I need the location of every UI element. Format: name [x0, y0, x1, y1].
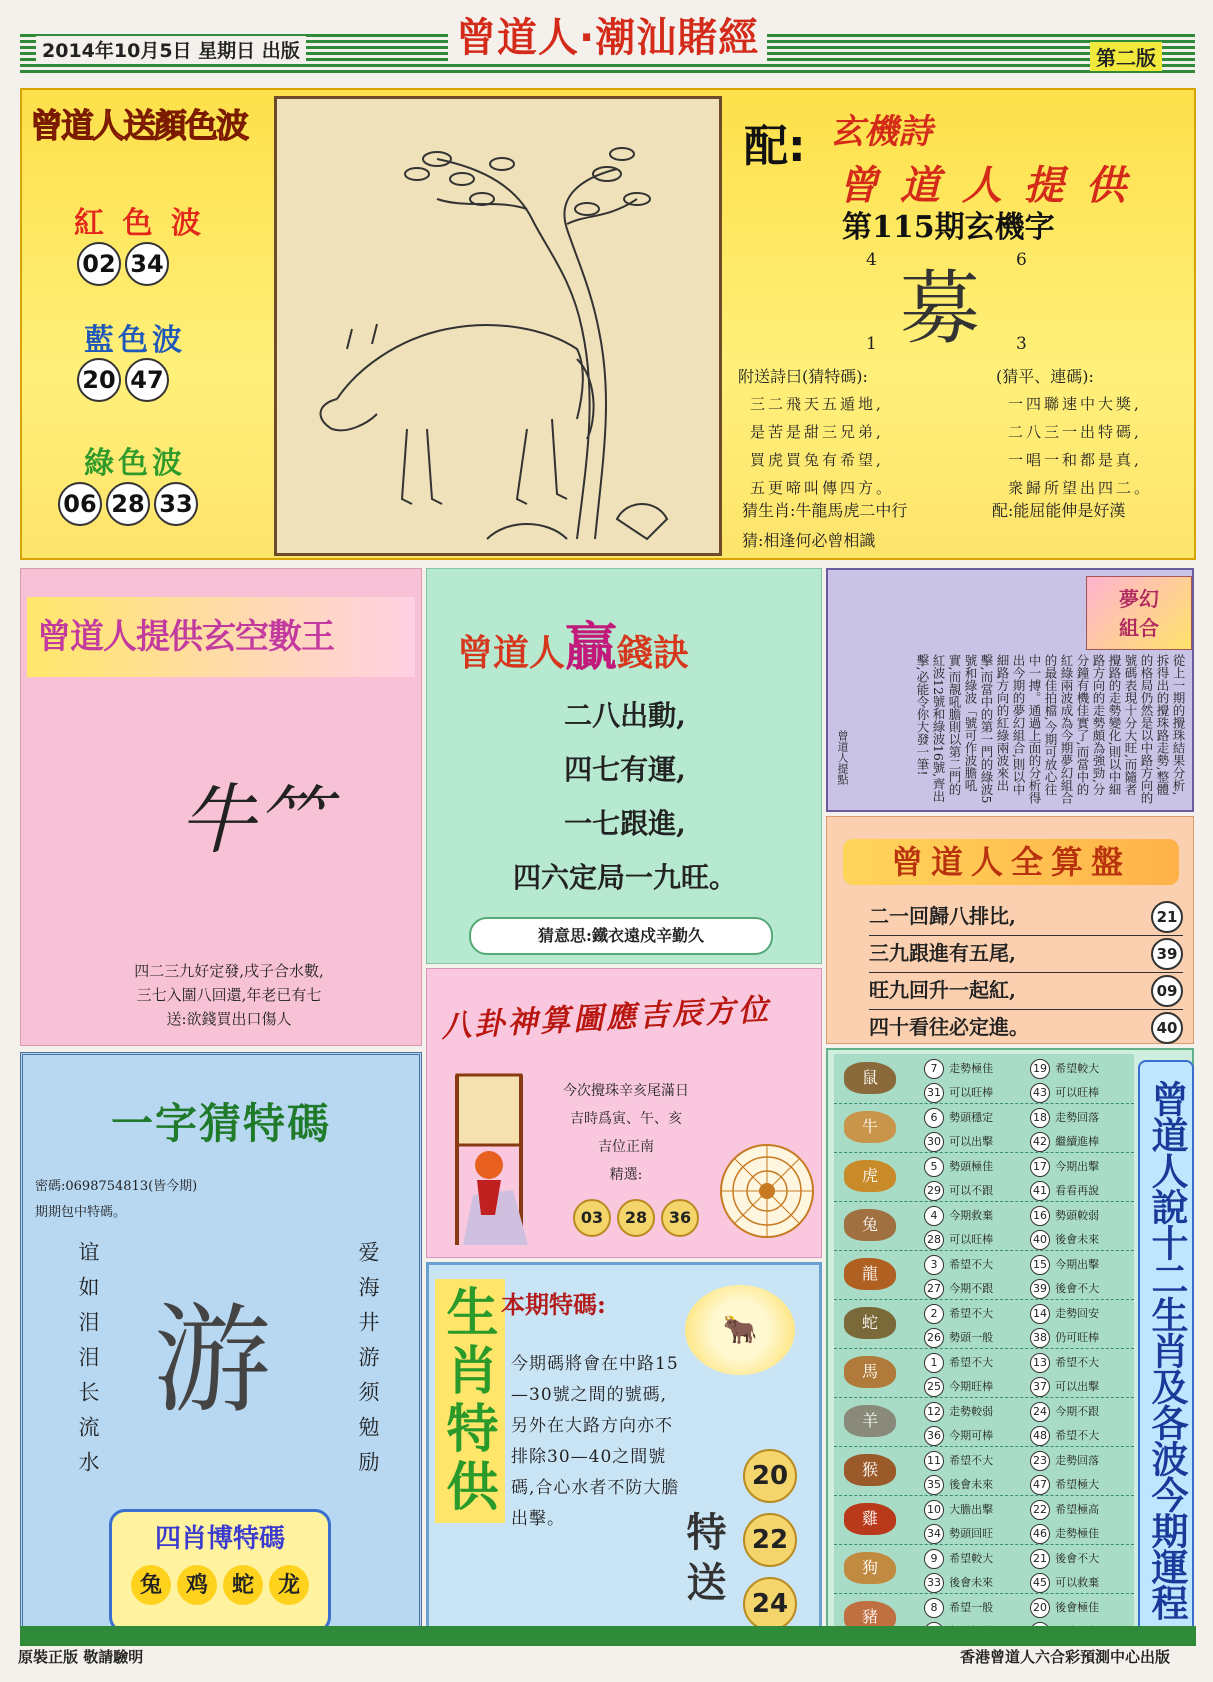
dream-signature: 曾道人提點: [836, 730, 849, 785]
zodiac-numbers-b: [1030, 1105, 1099, 1153]
zodiac-row: [834, 1299, 1134, 1349]
calc-row: [869, 936, 1183, 973]
poem-line: 一四聯速中大獎,: [1008, 395, 1142, 413]
win-money-title-b: 贏: [565, 618, 618, 678]
zodiac-num: 48: [1030, 1426, 1050, 1446]
zodiac-text: 後會不大: [1055, 1552, 1100, 1565]
zodiac-text: 走勢極佳: [1055, 1527, 1100, 1540]
bagua-number: 36: [661, 1199, 699, 1237]
zodiac-pick: 兔: [131, 1565, 171, 1605]
bagua-lines: [541, 1077, 711, 1189]
guess-line: 猜:相逢何必曾相識: [742, 531, 876, 550]
calc-row: [869, 973, 1183, 1010]
zodiac-text: 希望極高: [1055, 1503, 1100, 1516]
zodiac-num: 12: [924, 1402, 944, 1422]
zodiac-pick: 鸡: [177, 1565, 217, 1605]
one-char-panel: [20, 1052, 422, 1644]
zodiac-numbers-b: [1030, 1399, 1099, 1447]
zodiac-num: 23: [1030, 1451, 1050, 1471]
zodiac-numbers-a: [924, 1203, 993, 1251]
poem-right-label: (猜平、連碼):: [996, 367, 1094, 386]
zodiac-text: 後會未來: [1055, 1233, 1100, 1246]
zodiac-row: [834, 1544, 1134, 1594]
footer-left: 原裝正版 敬請驗明: [18, 1648, 144, 1666]
zodiac-animal-icon: 猴: [844, 1454, 896, 1486]
dream-badge: [1086, 576, 1192, 650]
win-money-lines: [427, 689, 823, 905]
zodiac-text: 今期可棒: [949, 1429, 994, 1442]
zodiac-num: 29: [924, 1181, 944, 1201]
mystery-character: 募: [900, 262, 980, 355]
zodiac-text: 希望極大: [1055, 1478, 1100, 1491]
zodiac-num: 26: [924, 1328, 944, 1348]
bagua-numbers: [573, 1199, 699, 1237]
zodiac-text: 希望不大: [1055, 1429, 1100, 1442]
zodiac-numbers-b: [1030, 1203, 1099, 1251]
zodiac-text: 可以不跟: [949, 1184, 994, 1197]
zodiac-num: 10: [924, 1500, 944, 1520]
zodiac-text: 希望一般: [949, 1601, 994, 1614]
king-line: 送:欲錢買出口傷人: [166, 1010, 292, 1028]
four-zodiac-list: [112, 1565, 328, 1605]
zodiac-text: 可以旺棒: [1055, 1086, 1100, 1099]
poem-line: 是苦是甜三兄弟,: [750, 423, 884, 441]
zodiac-animal-icon: 馬: [844, 1356, 896, 1388]
one-char-character: 游: [153, 1291, 272, 1429]
win-money-title: [457, 605, 689, 680]
calc-rows: [869, 899, 1183, 1046]
blue-number: 47: [125, 358, 169, 402]
zodiac-numbers-b: [1030, 1056, 1099, 1104]
num-top-right: 6: [1016, 250, 1027, 270]
zodiac-text: 走勢回落: [1055, 1454, 1100, 1467]
zodiac-num: 1: [924, 1353, 944, 1373]
zodiac-text: 勢頭極佳: [949, 1160, 994, 1173]
zodiac-num: 40: [1030, 1230, 1050, 1250]
dream-combo-text: 從上一期的攪珠結果分析,拆得出的攪珠路走勢,整體的格局仍然是以中路方向的號碼表現十分大旺,而隨者攪路的走勢變化,則以中細路方向的走勢頗為強勁,分分鐘有機佳實了,而當中的紅綠兩波成為今期夢幻組合的最佳拍檔,今期可放心往中一搏。通過上面的分析得出今期的夢幻組合,則以中細路方向的紅綠兩波來出擊,而當中的第一門的綠波5號和綠波「號可作波膽吼實,而靚吼膽則以第二門的紅波12號和綠波16號,齊出擊,必能令你大發一筆!: [915, 654, 1186, 804]
special-paragraph: 今期碼將會在中路15—30號之間的號碼,另外在大路方向亦不排除30—40之間號碼,合心水者不防大膽出擊。: [511, 1354, 680, 1529]
zodiac-num: 31: [924, 1083, 944, 1103]
zodiac-num: 35: [924, 1475, 944, 1495]
red-wave-label: 紅 色 波: [74, 206, 205, 241]
zodiac-num: 24: [1030, 1402, 1050, 1422]
zodiac-numbers-a: [924, 1154, 993, 1202]
zodiac-text: 看看再說: [1055, 1184, 1100, 1197]
zodiac-text: 大膽出擊: [949, 1503, 994, 1516]
zodiac-side-title: 曾道人說十二生肖及各波今期運程: [1138, 1060, 1194, 1640]
zodiac-numbers-a: [924, 1056, 993, 1104]
mystery-poem-panel: [730, 96, 1194, 556]
calc-row-num: 09: [1151, 975, 1183, 1007]
poem-right-lines: [1008, 390, 1152, 502]
zodiac-num: 37: [1030, 1377, 1050, 1397]
zodiac-num: 41: [1030, 1181, 1050, 1201]
bagua-line: 精選:: [609, 1167, 643, 1183]
zodiac-num: 8: [924, 1598, 944, 1618]
zodiac-numbers-b: [1030, 1350, 1099, 1398]
zodiac-num: 47: [1030, 1475, 1050, 1495]
special-number: 20: [743, 1449, 797, 1503]
zodiac-text: 可以旺棒: [949, 1086, 994, 1099]
calc-row: [869, 1010, 1183, 1046]
zodiac-text: 今期旺棒: [949, 1380, 994, 1393]
zodiac-text: 後會不大: [1055, 1282, 1100, 1295]
poem-line: 一唱一和都是真,: [1008, 451, 1142, 469]
special-side-title: 生肖特供: [435, 1279, 505, 1523]
zodiac-numbers-a: [924, 1546, 993, 1594]
zodiac-num: 19: [1030, 1059, 1050, 1079]
zodiac-num: 18: [1030, 1108, 1050, 1128]
win-line: 四六定局一九旺。: [512, 861, 737, 894]
bagua-compass-icon: [717, 1141, 817, 1241]
red-number: 34: [125, 242, 169, 286]
zodiac-animal-icon: 雞: [844, 1503, 896, 1535]
bagua-number: 03: [573, 1199, 611, 1237]
zodiac-rows: [834, 1054, 1134, 1642]
zodiac-num: 33: [924, 1573, 944, 1593]
green-number: 28: [106, 482, 150, 526]
zodiac-numbers-a: [924, 1497, 993, 1545]
zodiac-text: 可以救棄: [1055, 1576, 1100, 1589]
special-heading: 本期特碼:: [501, 1290, 606, 1319]
calc-row-text: 二一回歸八排比,: [869, 904, 1016, 928]
green-wave-numbers: [58, 482, 202, 526]
red-number: 02: [77, 242, 121, 286]
ox-under-tree-illustration: [277, 99, 719, 553]
pei-label: 配:: [744, 121, 806, 172]
red-wave-numbers: [77, 242, 173, 286]
footer-bar: [20, 1626, 1196, 1646]
zodiac-row: [834, 1103, 1134, 1153]
calc-title: 曾道人全算盤: [843, 839, 1179, 885]
zodiac-fortune-panel: [826, 1048, 1194, 1644]
zodiac-num: 13: [1030, 1353, 1050, 1373]
zodiac-num: 21: [1030, 1549, 1050, 1569]
ox-illustration-frame: [274, 96, 722, 556]
zodiac-row: [834, 1397, 1134, 1447]
zodiac-num: 39: [1030, 1279, 1050, 1299]
zodiac-num: 25: [924, 1377, 944, 1397]
zodiac-text: 仍可旺棒: [1055, 1331, 1100, 1344]
zodiac-text: 希望不大: [949, 1307, 994, 1320]
color-wave-panel: [22, 90, 272, 558]
bagua-line: 今次攪珠辛亥尾滿日: [563, 1083, 689, 1099]
zodiac-animal-icon: 龍: [844, 1258, 896, 1290]
zodiac-text: 希望不大: [949, 1356, 994, 1369]
zodiac-num: 34: [924, 1524, 944, 1544]
zodiac-animal-icon: 豬: [844, 1601, 896, 1633]
zodiac-numbers-a: [924, 1301, 993, 1349]
blue-wave-label: 藍色波: [84, 323, 186, 358]
zodiac-text: 可以旺棒: [949, 1233, 994, 1246]
zodiac-num: 20: [1030, 1598, 1050, 1618]
num-top-left: 4: [866, 250, 877, 270]
zodiac-text: 後會極佳: [1055, 1601, 1100, 1614]
calc-panel: [826, 816, 1194, 1044]
zodiac-num: 42: [1030, 1132, 1050, 1152]
zodiac-row: [834, 1446, 1134, 1496]
zodiac-text: 今期不跟: [1055, 1405, 1100, 1418]
zodiac-text: 勢頭穩定: [949, 1111, 994, 1124]
calc-row: [869, 899, 1183, 936]
calc-row-num: 21: [1151, 901, 1183, 933]
zodiac-row: [834, 1250, 1134, 1300]
zodiac-num: 43: [1030, 1083, 1050, 1103]
zodiac-animal-icon: 蛇: [844, 1307, 896, 1339]
zodiac-text: 走勢回安: [1055, 1307, 1100, 1320]
zodiac-numbers-b: [1030, 1497, 1099, 1545]
right-verse: 爱海井游须勉励: [356, 1241, 380, 1486]
green-number: 06: [58, 482, 102, 526]
zodiac-num: 45: [1030, 1573, 1050, 1593]
zodiac-animal-icon: 兔: [844, 1209, 896, 1241]
zodiac-numbers-a: [924, 1252, 993, 1300]
numbers-king-lines: [79, 959, 379, 1031]
zodiac-numbers-b: [1030, 1252, 1099, 1300]
zodiac-text: 勢頭一般: [949, 1331, 994, 1344]
issue-label: 第115期玄機字: [842, 210, 1055, 245]
zodiac-num: 3: [924, 1255, 944, 1275]
zodiac-animal-icon: 羊: [844, 1405, 896, 1437]
zodiac-num: 16: [1030, 1206, 1050, 1226]
password-line: 密碼:0698754813(皆今期): [35, 1179, 198, 1194]
num-bottom-left: 1: [866, 334, 877, 354]
zodiac-text: 走勢回落: [1055, 1111, 1100, 1124]
color-wave-title: 曾道人送顏色波: [30, 106, 247, 145]
special-number: 24: [743, 1577, 797, 1631]
zodiac-text: 後會未來: [949, 1478, 994, 1491]
zodiac-num: 22: [1030, 1500, 1050, 1520]
zodiac-row: [834, 1348, 1134, 1398]
zodiac-num: 15: [1030, 1255, 1050, 1275]
masthead-title: 曾道人·潮汕賭經: [448, 6, 767, 63]
numbers-king-title: 曾道人提供玄空數王: [37, 617, 334, 657]
note-line: 期期包中特碼。: [35, 1205, 127, 1220]
zodiac-numbers-a: [924, 1399, 993, 1447]
provider-label: 曾 道 人 提 供: [838, 163, 1130, 209]
zodiac-row: [834, 1201, 1134, 1251]
zodiac-num: 17: [1030, 1157, 1050, 1177]
zodiac-row: [834, 1152, 1134, 1202]
special-numbers: [743, 1449, 803, 1631]
bagua-line: 吉時爲寅、午、亥: [570, 1111, 682, 1127]
zodiac-numbers-a: [924, 1105, 993, 1153]
zodiac-pick: 蛇: [223, 1565, 263, 1605]
dream-badge-a: 夢幻: [1119, 587, 1159, 611]
win-money-title-c: 錢訣: [617, 633, 690, 674]
green-wave-label: 綠色波: [84, 446, 186, 481]
num-bottom-right: 3: [1016, 334, 1027, 354]
zodiac-num: 9: [924, 1549, 944, 1569]
green-number: 33: [154, 482, 198, 526]
four-zodiac-title: 四肖博特碼: [154, 1524, 285, 1554]
zodiac-numbers-b: [1030, 1154, 1099, 1202]
guess-zodiac-line: 猜生肖:牛龍馬虎二中行: [742, 501, 908, 520]
zodiac-num: 11: [924, 1451, 944, 1471]
zodiac-animal-icon: 狗: [844, 1552, 896, 1584]
poem-left-lines: [750, 390, 894, 502]
zodiac-num: 7: [924, 1059, 944, 1079]
zodiac-num: 28: [924, 1230, 944, 1250]
poem-line: 二八三一出特碼,: [1008, 423, 1142, 441]
poem-line: 衆歸所望出四二。: [1008, 479, 1153, 497]
bagua-line: 吉位正南: [598, 1139, 654, 1155]
zodiac-numbers-a: [924, 1448, 993, 1496]
zodiac-num: 4: [924, 1206, 944, 1226]
zodiac-numbers-b: [1030, 1546, 1099, 1594]
zodiac-num: 27: [924, 1279, 944, 1299]
one-char-title: 一字猜特碼: [110, 1099, 331, 1148]
poem-line: 三二飛天五遁地,: [750, 395, 884, 413]
zodiac-text: 希望較大: [1055, 1062, 1100, 1075]
zodiac-text: 可以出擊: [949, 1135, 994, 1148]
zodiac-text: 今期出擊: [1055, 1160, 1100, 1173]
zodiac-text: 走勢較弱: [949, 1405, 994, 1418]
dream-combo-panel: [826, 568, 1194, 812]
zodiac-text: 今期救棄: [949, 1209, 994, 1222]
win-money-panel: [426, 568, 822, 964]
bagua-title: 八卦神算圖應吉辰方位: [440, 992, 772, 1045]
zodiac-num: 36: [924, 1426, 944, 1446]
special-number: 22: [743, 1513, 797, 1567]
zodiac-row: [834, 1054, 1134, 1104]
zodiac-num: 30: [924, 1132, 944, 1152]
zodiac-num: 2: [924, 1304, 944, 1324]
special-flower-badge: 🐂: [685, 1285, 795, 1375]
zodiac-text: 希望不大: [949, 1454, 994, 1467]
zodiac-text: 希望不大: [1055, 1356, 1100, 1369]
edition-label: 第二版: [1090, 42, 1162, 71]
zodiac-text: 勢頭較弱: [1055, 1209, 1100, 1222]
issue-date: 2014年10月5日 星期日 出版: [36, 36, 306, 63]
general-on-horse-illustration: [433, 1065, 545, 1255]
poem-line: 買虎買兔有希望,: [750, 451, 884, 469]
zodiac-text: 走勢極佳: [949, 1062, 994, 1075]
zodiac-animal-icon: 鼠: [844, 1062, 896, 1094]
calc-row-text: 三九跟進有五尾,: [869, 941, 1016, 965]
zodiac-num: 6: [924, 1108, 944, 1128]
zodiac-row: [834, 1495, 1134, 1545]
footer-right: 香港曾道人六合彩預測中心出版: [960, 1648, 1171, 1666]
four-zodiac-box: [109, 1509, 331, 1633]
poem-left-label: 附送詩曰(猜特碼):: [738, 367, 868, 386]
special-panel: [426, 1262, 822, 1644]
poem-line: 五更啼叫傳四方。: [750, 479, 895, 497]
bagua-panel: [426, 968, 822, 1258]
zodiac-numbers-b: [1030, 1448, 1099, 1496]
bagua-number: 28: [617, 1199, 655, 1237]
zodiac-num: 38: [1030, 1328, 1050, 1348]
zodiac-animal-icon: 牛: [844, 1111, 896, 1143]
zodiac-text: 繼續進棒: [1055, 1135, 1100, 1148]
numbers-king-panel: [20, 568, 422, 1046]
zodiac-num: 46: [1030, 1524, 1050, 1544]
king-line: 三七入圍八回還,年老已有七: [136, 986, 322, 1004]
zodiac-text: 今期不跟: [949, 1282, 994, 1295]
win-guess-box: 猜意思:鐵衣遠戍辛勤久: [469, 917, 773, 955]
zodiac-text: 可以出擊: [1055, 1380, 1100, 1393]
pei-line: 配:能屈能伸是好漢: [992, 501, 1126, 520]
win-line: 四七有運,: [564, 753, 686, 786]
win-line: 一七跟進,: [564, 807, 686, 840]
zodiac-numbers-b: [1030, 1301, 1099, 1349]
special-send-label: 特送: [680, 1511, 726, 1611]
zodiac-text: 勢頭回旺: [949, 1527, 994, 1540]
dream-badge-b: 組合: [1119, 616, 1159, 640]
calc-row-num: 40: [1151, 1012, 1183, 1044]
zodiac-pick: 龙: [269, 1565, 309, 1605]
zodiac-text: 今期出擊: [1055, 1258, 1100, 1271]
zodiac-text: 希望不大: [949, 1258, 994, 1271]
blue-number: 20: [77, 358, 121, 402]
zodiac-numbers-a: [924, 1350, 993, 1398]
win-money-title-a: 曾道人: [457, 633, 566, 674]
calc-row-num: 39: [1151, 938, 1183, 970]
calligraphy-character: 牛⺮: [179, 775, 331, 864]
king-line: 四二三九好定發,戌子合水數,: [134, 962, 324, 980]
win-line: 二八出動,: [564, 699, 686, 732]
zodiac-text: 後會未來: [949, 1576, 994, 1589]
zodiac-text: 希望較大: [949, 1552, 994, 1565]
zodiac-num: 5: [924, 1157, 944, 1177]
calc-row-text: 四十看往必定進。: [869, 1015, 1029, 1039]
zodiac-animal-icon: 虎: [844, 1160, 896, 1192]
calc-row-text: 旺九回升一起紅,: [869, 978, 1016, 1002]
zodiac-num: 14: [1030, 1304, 1050, 1324]
left-verse: 谊如泪泪长流水: [76, 1241, 100, 1486]
poem-title: 玄機詩: [830, 112, 932, 152]
blue-wave-numbers: [77, 358, 173, 402]
